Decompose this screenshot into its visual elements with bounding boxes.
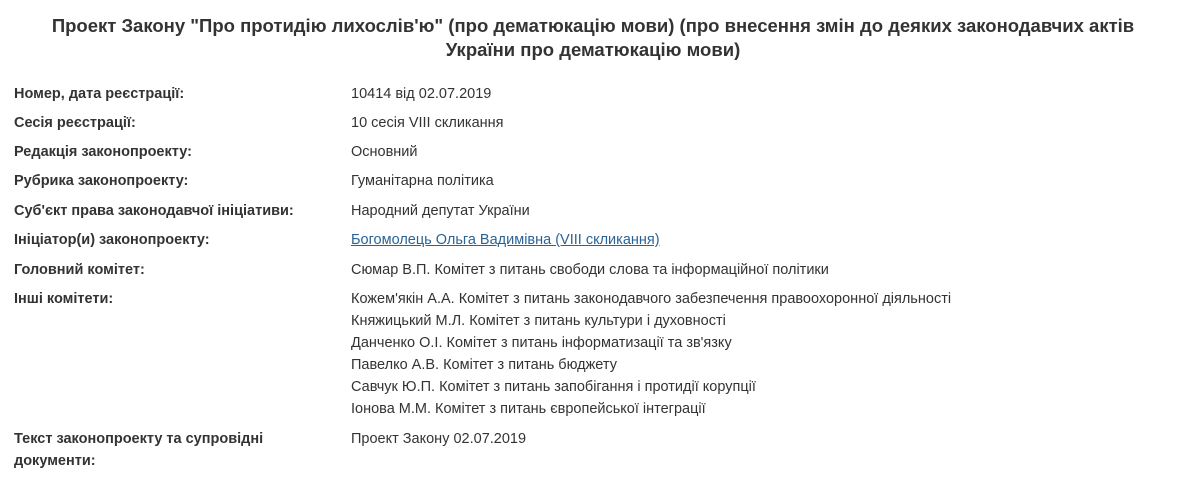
initiative-subject-label: Суб'єкт права законодавчої ініціативи: (14, 203, 294, 219)
list-item: Кожем'якін А.А. Комітет з питань законодавчого забезпечення правоохоронної діяльності (351, 291, 952, 307)
main-committee-label: Головний комітет: (14, 262, 145, 278)
main-committee-value: Сюмар В.П. Комітет з питань свободи слова та інформаційної політики (351, 262, 829, 278)
initiator-label: Ініціатор(и) законопроекту: (14, 232, 210, 248)
other-committees-value (351, 288, 1171, 420)
list-item: Іонова М.М. Комітет з питань європейської інтеграції (351, 401, 706, 417)
registration-number-label: Номер, дата реєстрації: (14, 86, 185, 102)
registration-number-value: 10414 від 02.07.2019 (351, 86, 492, 102)
documents-value: Проект Закону 02.07.2019 (351, 431, 527, 447)
session-value: 10 сесія VIII скликання (351, 115, 504, 131)
initiative-subject-value: Народний депутат України (351, 203, 530, 219)
rubric-label: Рубрика законопроекту: (14, 173, 189, 189)
edition-label: Редакція законопроекту: (14, 144, 192, 160)
list-item: Данченко О.І. Комітет з питань інформатизації та зв'язку (351, 335, 732, 351)
list-item: Савчук Ю.П. Комітет з питань запобігання і протидії корупції (351, 379, 756, 395)
bill-title: Проект Закону "Про протидію лихослів'ю" (про дематюкацію мови) (про внесення змін до деяких законодавчих актів України про дематюкацію мови) (51, 15, 1135, 60)
other-committees-list (351, 288, 1171, 420)
session-label: Сесія реєстрації: (14, 115, 136, 131)
documents-label: Текст законопроекту та супровідні документи: (14, 431, 264, 469)
initiator-link[interactable]: Богомолець Ольга Вадимівна (VIII скликання) (351, 232, 660, 248)
initiator-value-cell (351, 229, 1171, 251)
rubric-value: Гуманітарна політика (351, 173, 494, 189)
other-committees-label: Інші комітети: (14, 291, 114, 307)
edition-value: Основний (351, 144, 418, 160)
list-item: Княжицький М.Л. Комітет з питань культури і духовності (351, 313, 726, 329)
list-item: Павелко А.В. Комітет з питань бюджету (351, 357, 617, 373)
